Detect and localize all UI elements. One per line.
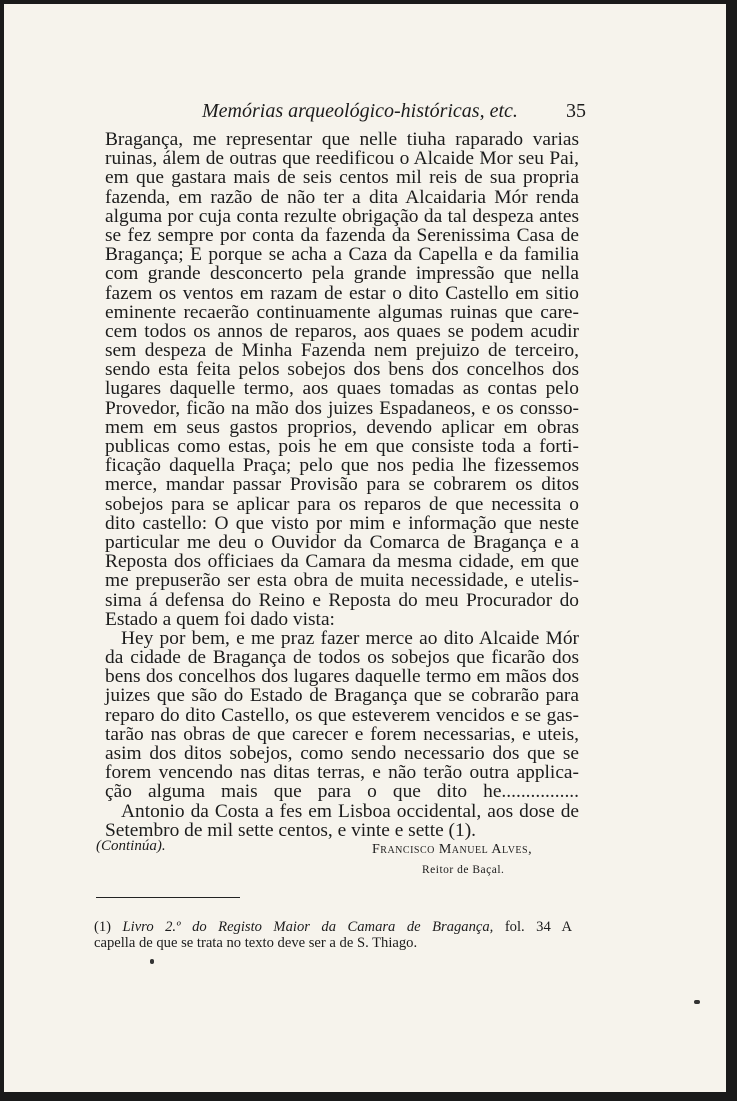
footnote-folio: fol. 34 A <box>504 919 572 935</box>
body-line: Reposta dos officiaes da Camara da mesma cidade, em que <box>105 551 579 573</box>
body-line: sima á defensa do Reino e Reposta do meu Procurador do <box>105 589 579 611</box>
body-line: mem em seus gastos proprios, devendo aplicar em obras <box>105 416 579 438</box>
body-line: ficação daquella Praça; pelo que nos pedia lhe fizessemos <box>105 455 579 477</box>
author-name: Francisco Manuel Alves, <box>372 842 533 857</box>
body-line: Antonio da Costa a fes em Lisboa occidental, aos dose de <box>121 800 579 822</box>
body-line: reparo do dito Castello, os que esteverem vencidos e se gas- <box>105 704 579 726</box>
body-line: eminente recaerão continuamente algumas ruinas que care- <box>105 301 579 323</box>
body-line: merce, mandar passar Provisão para se cobrarem os ditos <box>105 474 579 496</box>
body-line: ruinas, álem de outras que reedificou o Alcaide Mor seu Pai, <box>105 148 579 170</box>
body-line: sobejos para se aplicar para os reparos de que necessita o <box>105 493 579 515</box>
body-line: sendo esta feita pelos sobejos dos bens dos concelhos dos <box>105 359 579 381</box>
body-line: fazenda, em razão de não ter a dita Alcaidaria Mór renda <box>105 186 579 208</box>
body-line: dito castello: O que visto por mim e informação que neste <box>105 512 579 534</box>
body-line: ção alguma mais que para o que dito he................ <box>105 781 579 803</box>
body-line: forem vencendo nas ditas terras, e não terão outra applica- <box>105 762 579 784</box>
footnote-source: Livro 2.º do Registo Maior da Camara de Bragança, <box>122 919 494 935</box>
body-line: me prepuserão ser esta obra de muita necessidade, e utelis- <box>105 570 579 592</box>
body-line: cem todos os annos de reparos, aos quaes se podem acudir <box>105 320 579 342</box>
body-line: Bragança, me representar que nelle tiuha raparado varias <box>105 129 579 150</box>
author-role: Reitor de Baçal. <box>422 864 505 876</box>
footnote-divider <box>96 897 240 898</box>
body-line: bens dos concelhos dos lugares daquelle termo em mãos dos <box>105 666 579 688</box>
body-line: Bragança; E porque se acha a Caza da Capella e da familia <box>105 244 579 266</box>
body-line: asim dos ditos sobejos, como sendo necessario dos que se <box>105 743 579 764</box>
body-line: Hey por bem, e me praz fazer merce ao dito Alcaide Mór <box>121 627 579 649</box>
body-text <box>105 130 579 840</box>
body-line: em que gastara mais de seis centos mil reis de sua propria <box>105 167 579 189</box>
body-line: se fez sempre por conta da fazenda da Serenissima Casa de <box>105 224 579 246</box>
ink-speck <box>150 959 154 964</box>
page-header <box>202 100 586 128</box>
body-line: com grande desconcerto pela grande impressão que nella <box>105 263 579 285</box>
running-title: Memórias arqueológico-históricas, etc. <box>202 100 518 122</box>
footnote-line <box>94 919 572 935</box>
signature-block <box>372 842 547 876</box>
body-line: alguma por cuja conta rezulte obrigação da tal despeza antes <box>105 205 579 227</box>
body-line: tarão nas obras de que carecer e forem necessarias, e uteis, <box>105 723 579 745</box>
body-line: Setembro de mil sette centos, e vinte e sette (1). <box>105 819 476 841</box>
body-line: Provedor, ficão na mão dos juizes Espadaneos, e os consso- <box>105 397 579 419</box>
footnote-line: capella de que se trata no texto deve ser a de S. Thiago. <box>94 935 418 951</box>
body-line: lugares daquelle termo, aos quaes tomadas as contas pelo <box>105 378 579 400</box>
footnote <box>94 919 572 951</box>
body-line: Estado a quem foi dado vista: <box>105 608 335 630</box>
body-line: particular me deu o Ouvidor da Comarca de Bragança e a <box>105 531 579 553</box>
body-line: da cidade de Bragança de todos os sobejos que ficarão dos <box>105 647 579 669</box>
continua-note: (Continúa). <box>96 838 166 854</box>
body-line: juizes que são do Estado de Bragança que se cobrarão para <box>105 685 579 707</box>
document-page <box>4 4 726 1092</box>
body-line: sem despeza de Minha Fazenda nem prejuizo de terceiro, <box>105 340 579 362</box>
page-number: 35 <box>566 100 586 122</box>
footnote-marker: (1) <box>94 919 112 935</box>
ink-speck <box>694 1000 700 1004</box>
body-line: fazem os ventos em razam de estar o dito Castello em sitio <box>105 282 579 304</box>
body-line: publicas como estas, pois he em que consiste toda a forti- <box>105 436 579 457</box>
